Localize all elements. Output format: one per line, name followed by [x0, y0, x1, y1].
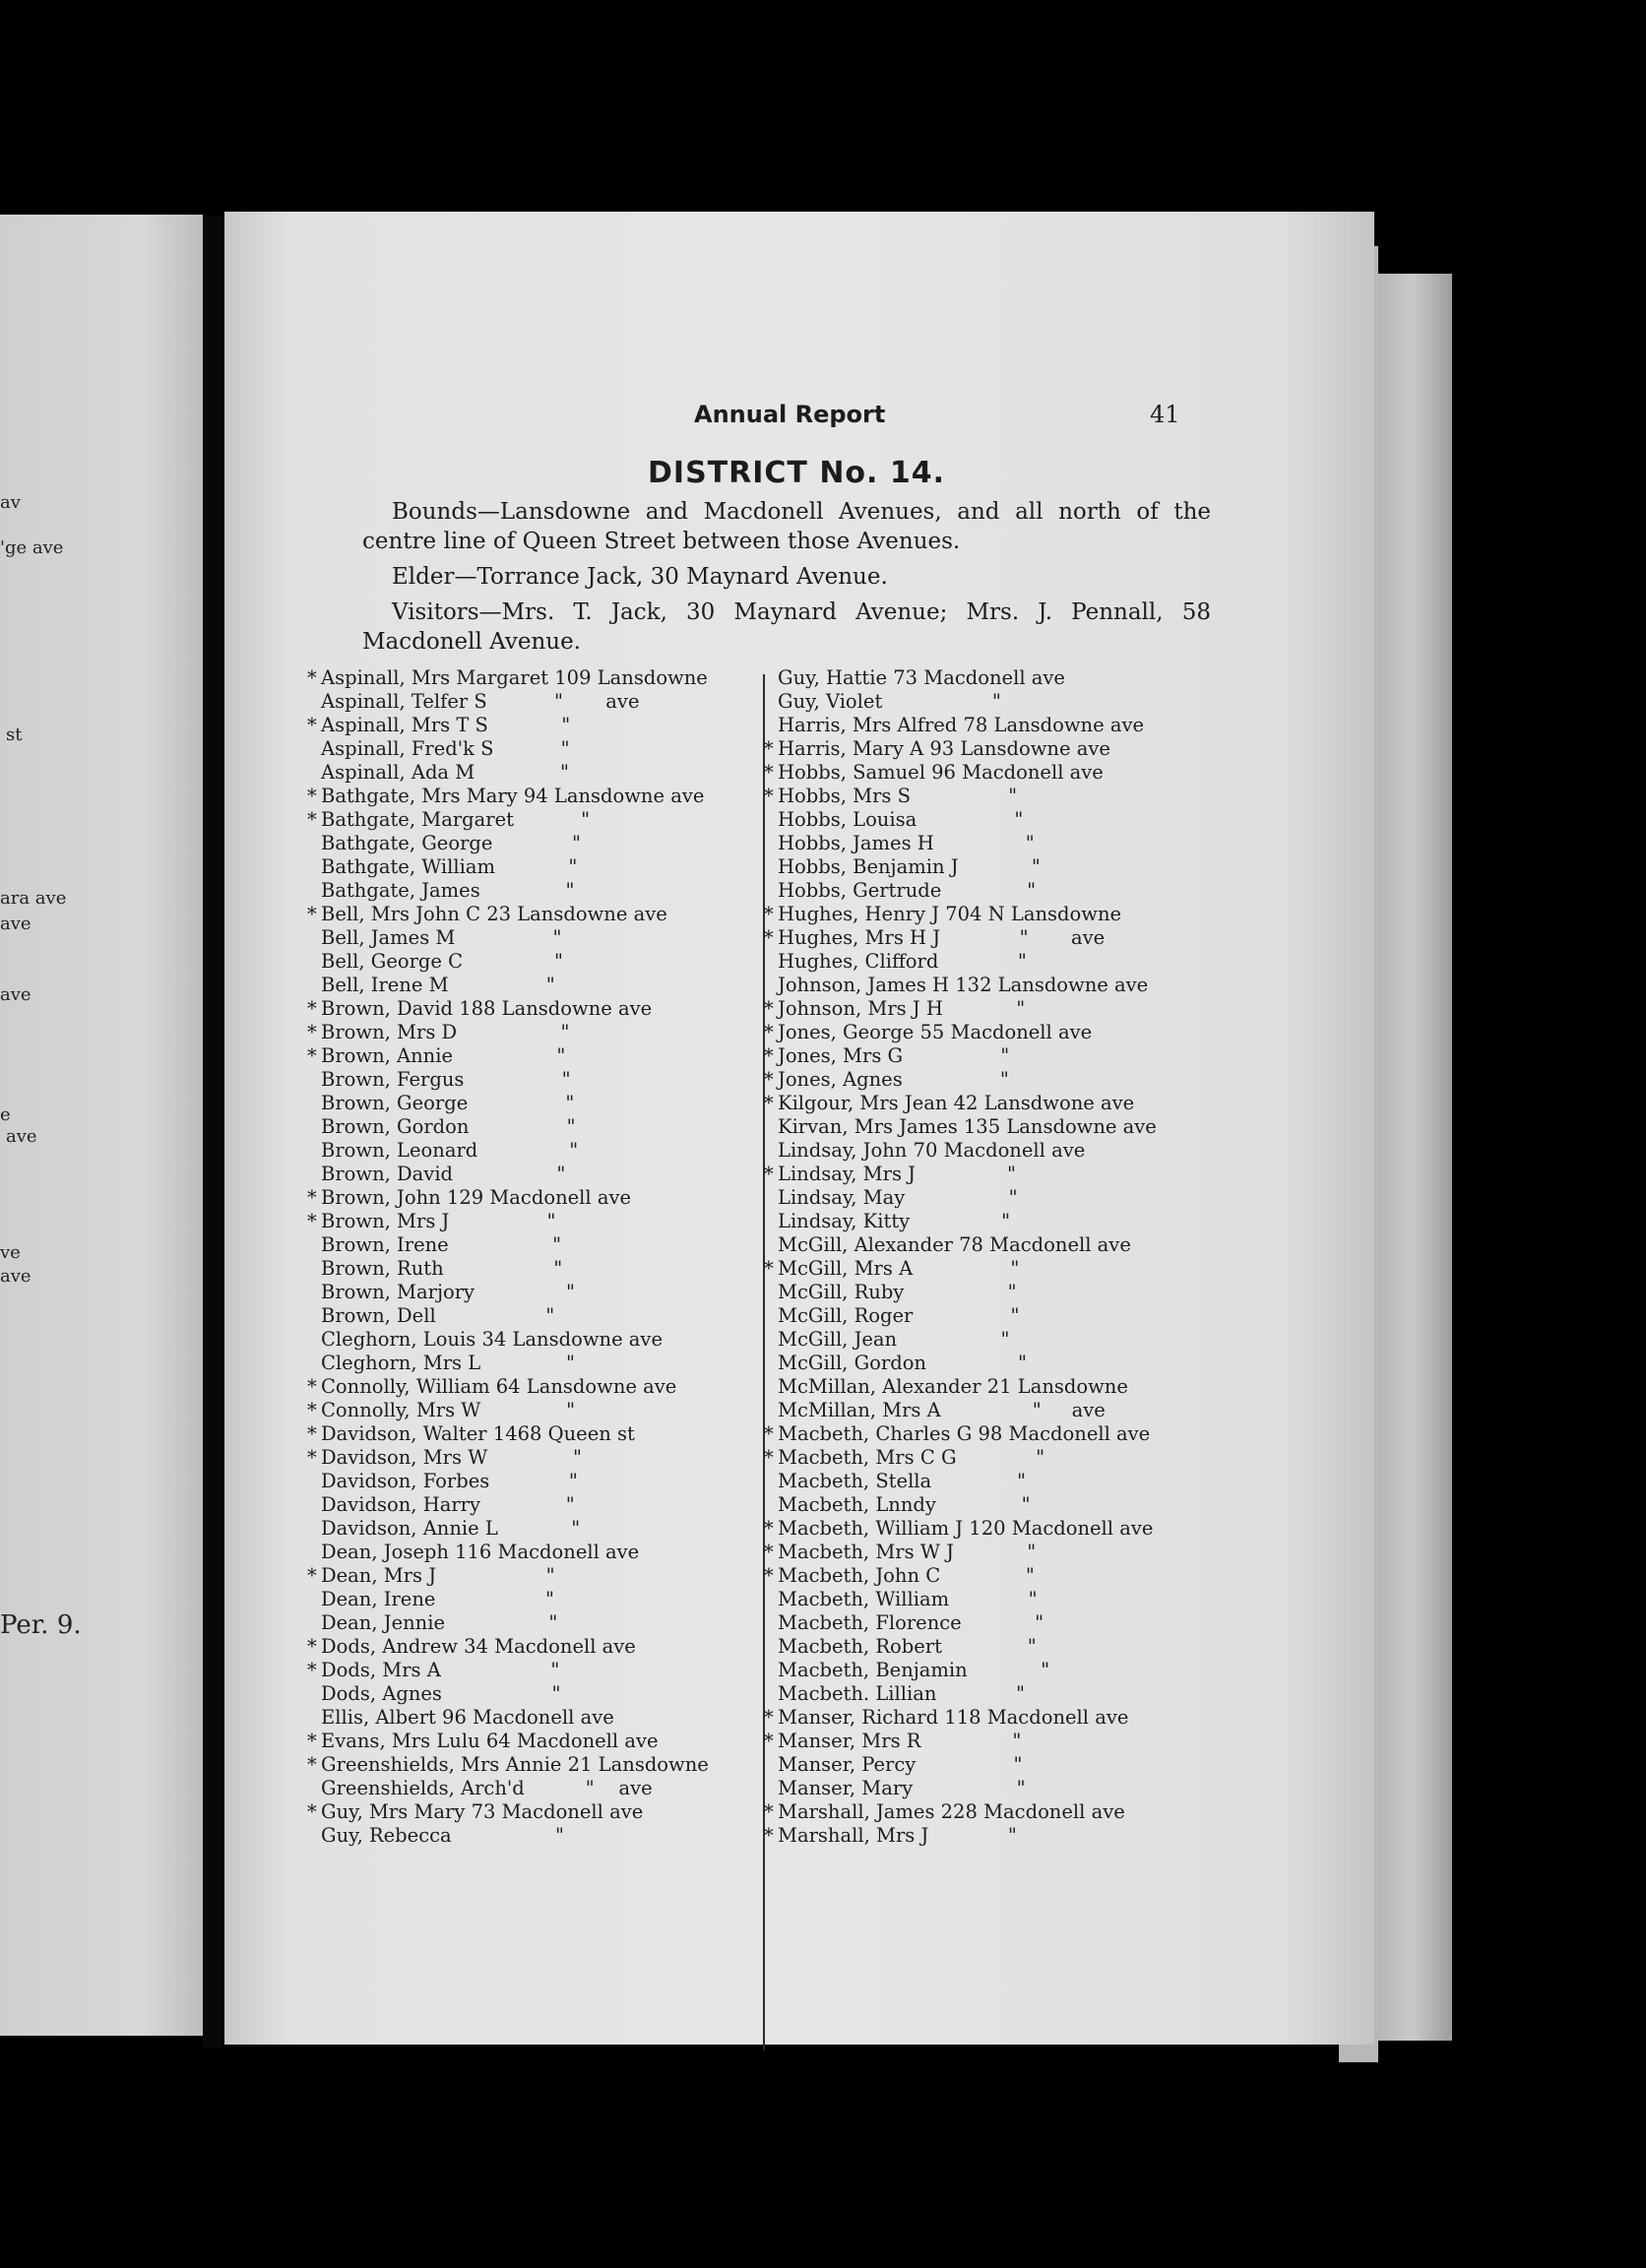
member-entry	[321, 1777, 754, 1800]
member-entry	[778, 1352, 1211, 1375]
left-page-fragment: e	[0, 1104, 11, 1125]
member-entry	[321, 1281, 754, 1304]
member-entry-text: McMillan, Mrs A " ave	[778, 1399, 1106, 1421]
member-entry-text: Macbeth, Benjamin "	[778, 1659, 1050, 1681]
communicant-star: *	[307, 1800, 317, 1823]
communicant-star: *	[307, 1375, 317, 1398]
book-spine	[203, 217, 222, 2048]
member-entry-text: Bathgate, James "	[321, 879, 575, 902]
member-entry-text: Marshall, James 228 Macdonell ave	[778, 1800, 1125, 1823]
member-entry	[778, 1210, 1211, 1233]
member-entry-text: Lindsay, Kitty "	[778, 1210, 1011, 1232]
communicant-star: *	[764, 1068, 774, 1091]
member-entry	[307, 1635, 754, 1659]
member-entry	[764, 1824, 1211, 1848]
member-entry	[764, 737, 1211, 761]
member-entry-text: Davidson, Harry "	[321, 1493, 575, 1516]
member-entry-text: Davidson, Forbes "	[321, 1470, 578, 1492]
member-entry-text: Bathgate, Margaret "	[321, 808, 591, 831]
member-entry-text: Lindsay, John 70 Macdonell ave	[778, 1139, 1086, 1162]
member-entry	[764, 997, 1211, 1021]
member-entry-text: Ellis, Albert 96 Macdonell ave	[321, 1706, 614, 1729]
member-entry-text: Guy, Violet "	[778, 690, 1001, 713]
member-entry-text: Macbeth, John C "	[778, 1564, 1035, 1587]
communicant-star: *	[307, 1422, 317, 1445]
member-entry-text: Aspinall, Ada M "	[321, 761, 569, 784]
member-entry-text: Davidson, Walter 1468 Queen st	[321, 1422, 635, 1445]
communicant-star: *	[764, 785, 774, 807]
member-entry-text: Dods, Mrs A "	[321, 1659, 560, 1681]
member-entry	[307, 1422, 754, 1446]
communicant-star: *	[307, 714, 317, 736]
member-entry	[321, 1682, 754, 1706]
communicant-star: *	[307, 1564, 317, 1587]
member-entry	[778, 1399, 1211, 1422]
member-entry-text: Aspinall, Mrs T S "	[321, 714, 571, 736]
member-entry-text: Jones, Mrs G "	[778, 1044, 1010, 1067]
member-entry-text: Davidson, Mrs W "	[321, 1446, 582, 1469]
member-entry	[764, 761, 1211, 785]
member-entry-text: Dean, Joseph 116 Macdonell ave	[321, 1541, 640, 1563]
member-entry	[321, 690, 754, 714]
member-entry	[778, 808, 1211, 832]
member-entry	[307, 808, 754, 832]
member-entry	[321, 1470, 754, 1493]
member-entry	[307, 1753, 754, 1777]
member-entry	[307, 785, 754, 808]
member-entry	[778, 879, 1211, 903]
member-entry	[321, 1163, 754, 1186]
communicant-star: *	[764, 926, 774, 949]
member-entry-text: Macbeth, Lnndy "	[778, 1493, 1031, 1516]
member-entry-text: Harris, Mary A 93 Lansdowne ave	[778, 737, 1110, 760]
member-entry-text: Hughes, Clifford "	[778, 950, 1027, 973]
member-entry-text: McGill, Alexander 78 Macdonell ave	[778, 1233, 1131, 1256]
member-entry	[764, 1706, 1211, 1730]
communicant-star: *	[307, 903, 317, 925]
member-entry	[764, 1422, 1211, 1446]
member-entry	[778, 1753, 1211, 1777]
member-entry	[321, 1588, 754, 1611]
member-entry	[764, 926, 1211, 950]
member-entry	[778, 1635, 1211, 1659]
right-member-column	[764, 666, 1211, 1848]
member-entry-text: Bell, Mrs John C 23 Lansdowne ave	[321, 903, 667, 925]
member-entry	[778, 974, 1211, 997]
member-entry	[778, 714, 1211, 737]
communicant-star: *	[764, 1517, 774, 1540]
document-page	[224, 212, 1374, 2045]
member-entry-text: Macbeth, William "	[778, 1588, 1038, 1610]
member-entry	[321, 737, 754, 761]
member-entry	[321, 1328, 754, 1352]
member-entry	[321, 1824, 754, 1848]
member-entry	[321, 1068, 754, 1092]
member-entry-text: Hobbs, Gertrude "	[778, 879, 1037, 902]
member-entry	[764, 1021, 1211, 1044]
member-entry-text: Bell, Irene M "	[321, 974, 555, 996]
member-entry	[764, 1068, 1211, 1092]
member-entry-text: Hobbs, Benjamin J "	[778, 855, 1041, 878]
member-entry-text: Macbeth, Charles G 98 Macdonell ave	[778, 1422, 1151, 1445]
member-entry	[778, 1777, 1211, 1800]
page-number: 41	[1150, 401, 1180, 428]
left-page-fragment: av	[0, 492, 21, 513]
member-entry	[764, 903, 1211, 926]
communicant-star: *	[307, 785, 317, 807]
member-entry	[307, 1375, 754, 1399]
member-entry-text: Kilgour, Mrs Jean 42 Lansdwone ave	[778, 1092, 1135, 1114]
left-page-fragment: ara ave	[0, 888, 67, 909]
member-entry-text: Dean, Jennie "	[321, 1611, 558, 1634]
member-entry-text: Macbeth, William J 120 Macdonell ave	[778, 1517, 1154, 1540]
member-entry	[321, 1115, 754, 1139]
member-entry	[778, 1611, 1211, 1635]
member-entry-text: McMillan, Alexander 21 Lansdowne	[778, 1375, 1128, 1398]
member-entry	[307, 1446, 754, 1470]
member-entry-text: Macbeth, Florence "	[778, 1611, 1045, 1634]
member-entry-text: Cleghorn, Mrs L "	[321, 1352, 575, 1374]
member-entry	[778, 1470, 1211, 1493]
member-entry	[778, 832, 1211, 855]
member-entry-text: Bell, James M "	[321, 926, 562, 949]
member-entry	[778, 1328, 1211, 1352]
member-entry-text: Aspinall, Mrs Margaret 109 Lansdowne	[321, 666, 708, 689]
member-entry-text: Macbeth, Mrs C G "	[778, 1446, 1045, 1469]
member-entry	[321, 950, 754, 974]
member-entry	[321, 974, 754, 997]
member-entry	[307, 1399, 754, 1422]
member-entry-text: Brown, David "	[321, 1163, 566, 1185]
member-entry	[764, 1564, 1211, 1588]
communicant-star: *	[764, 1730, 774, 1752]
member-entry-text: Johnson, Mrs J H "	[778, 997, 1026, 1020]
member-entry-text: Brown, Mrs D "	[321, 1021, 570, 1043]
communicant-star: *	[307, 808, 317, 831]
member-entry-text: Brown, Ruth "	[321, 1257, 563, 1280]
member-entry-text: Aspinall, Fred'k S "	[321, 737, 570, 760]
member-entry	[778, 1186, 1211, 1210]
member-entry	[321, 1139, 754, 1163]
member-entry-text: Aspinall, Telfer S " ave	[321, 690, 640, 713]
member-entry-text: Connolly, Mrs W "	[321, 1399, 576, 1421]
communicant-star: *	[764, 1564, 774, 1587]
member-entry	[321, 1541, 754, 1564]
left-page-fragment: ave	[0, 1266, 32, 1287]
member-entry-text: McGill, Roger "	[778, 1304, 1020, 1327]
member-entry	[307, 714, 754, 737]
communicant-star: *	[764, 1422, 774, 1445]
member-entry	[307, 1659, 754, 1682]
member-entry	[764, 1517, 1211, 1541]
member-entry	[764, 1446, 1211, 1470]
member-entry	[307, 1186, 754, 1210]
district-intro	[362, 497, 1211, 662]
member-entry-text: Manser, Mary "	[778, 1777, 1026, 1799]
member-entry	[307, 666, 754, 690]
member-entry	[321, 1706, 754, 1730]
member-entry-text: Greenshields, Mrs Annie 21 Lansdowne	[321, 1753, 709, 1776]
communicant-star: *	[307, 1021, 317, 1043]
communicant-star: *	[307, 666, 317, 689]
left-page-fragment: Per. 9.	[0, 1610, 82, 1640]
member-entry-text: Davidson, Annie L "	[321, 1517, 581, 1540]
member-entry-text: Manser, Mrs R "	[778, 1730, 1022, 1752]
member-entry	[778, 1493, 1211, 1517]
communicant-star: *	[764, 737, 774, 760]
member-entry-text: Lindsay, May "	[778, 1186, 1018, 1209]
member-entry-text: Kirvan, Mrs James 135 Lansdowne ave	[778, 1115, 1157, 1138]
member-entry	[778, 1659, 1211, 1682]
left-page-fragment: ave	[0, 914, 32, 934]
member-entry	[764, 1800, 1211, 1824]
member-entry	[764, 1163, 1211, 1186]
left-page-fragment: 'ge ave	[0, 537, 64, 558]
member-entry-text: Macbeth, Robert "	[778, 1635, 1037, 1658]
member-entry-text: McGill, Ruby "	[778, 1281, 1017, 1303]
member-entry-text: Hobbs, Mrs S "	[778, 785, 1018, 807]
member-entry-text: Harris, Mrs Alfred 78 Lansdowne ave	[778, 714, 1145, 736]
member-entry	[321, 1233, 754, 1257]
communicant-star: *	[764, 1800, 774, 1823]
member-entry-text: Guy, Mrs Mary 73 Macdonell ave	[321, 1800, 644, 1823]
communicant-star: *	[764, 1092, 774, 1114]
member-entry	[778, 1115, 1211, 1139]
left-page-fragment: st	[6, 724, 23, 745]
communicant-star: *	[307, 1186, 317, 1209]
communicant-star: *	[307, 1730, 317, 1752]
member-entry-text: Hobbs, James H "	[778, 832, 1035, 854]
member-entry	[307, 1564, 754, 1588]
communicant-star: *	[764, 903, 774, 925]
member-entry-text: McGill, Mrs A "	[778, 1257, 1020, 1280]
member-entry-text: Hughes, Mrs H J " ave	[778, 926, 1106, 949]
member-entry	[764, 785, 1211, 808]
member-entry-text: Manser, Richard 118 Macdonell ave	[778, 1706, 1129, 1729]
member-entry-text: Brown, David 188 Lansdowne ave	[321, 997, 653, 1020]
communicant-star: *	[764, 997, 774, 1020]
member-entry	[321, 1611, 754, 1635]
member-entry	[778, 690, 1211, 714]
left-page-fragment: ve	[0, 1242, 21, 1263]
member-entry	[764, 1044, 1211, 1068]
running-head: Annual Report	[694, 401, 886, 428]
communicant-star: *	[307, 1399, 317, 1421]
member-entry-text: Connolly, William 64 Lansdowne ave	[321, 1375, 677, 1398]
member-entry-text: Brown, Fergus "	[321, 1068, 571, 1091]
communicant-star: *	[764, 1824, 774, 1847]
member-entry	[307, 1044, 754, 1068]
member-entry	[307, 1021, 754, 1044]
member-entry-text: Johnson, James H 132 Lansdowne ave	[778, 974, 1149, 996]
member-entry-text: Brown, George "	[321, 1092, 575, 1114]
visitors-text: Visitors—Mrs. T. Jack, 30 Maynard Avenue; Mrs. J. Pennall, 58 Macdonell Avenue.	[362, 599, 1211, 655]
member-entry-text: Manser, Percy "	[778, 1753, 1023, 1776]
member-entry	[778, 1304, 1211, 1328]
member-entry	[778, 1139, 1211, 1163]
member-entry	[764, 1541, 1211, 1564]
member-entry-text: Brown, Irene "	[321, 1233, 562, 1256]
member-entry-text: Evans, Mrs Lulu 64 Macdonell ave	[321, 1730, 659, 1752]
member-entry	[778, 1682, 1211, 1706]
member-entry-text: Hughes, Henry J 704 N Lansdowne	[778, 903, 1122, 925]
member-entry	[307, 903, 754, 926]
member-entry-text: McGill, Jean "	[778, 1328, 1010, 1351]
member-entry-text: Macbeth, Stella "	[778, 1470, 1026, 1492]
member-entry-text: Brown, Dell "	[321, 1304, 555, 1327]
bounds-text: Bounds—Lansdowne and Macdonell Avenues, and all north of the centre line of Queen Street between those Avenues.	[362, 499, 1211, 554]
member-entry	[778, 1281, 1211, 1304]
communicant-star: *	[307, 1210, 317, 1232]
communicant-star: *	[764, 1044, 774, 1067]
communicant-star: *	[307, 1753, 317, 1776]
member-entry	[764, 1257, 1211, 1281]
member-entry	[764, 1092, 1211, 1115]
member-entry-text: Greenshields, Arch'd " ave	[321, 1777, 653, 1799]
communicant-star: *	[307, 1635, 317, 1658]
member-entry-text: Macbeth. Lillian "	[778, 1682, 1025, 1705]
member-entry-text: Brown, Leonard "	[321, 1139, 579, 1162]
communicant-star: *	[307, 1659, 317, 1681]
member-entry-text: Lindsay, Mrs J "	[778, 1163, 1016, 1185]
member-entry	[321, 1092, 754, 1115]
member-entry	[307, 1210, 754, 1233]
member-entry	[321, 855, 754, 879]
left-page-fragment: ave	[0, 984, 32, 1005]
left-page-edge	[0, 215, 203, 2036]
left-member-column	[307, 666, 754, 1848]
communicant-star: *	[764, 1541, 774, 1563]
member-entry	[307, 997, 754, 1021]
member-entry	[321, 1352, 754, 1375]
communicant-star: *	[764, 761, 774, 784]
member-entry	[764, 1730, 1211, 1753]
member-entry	[307, 1800, 754, 1824]
member-entry	[307, 1730, 754, 1753]
communicant-star: *	[764, 1446, 774, 1469]
elder-text: Elder—Torrance Jack, 30 Maynard Avenue.	[392, 564, 888, 590]
member-entry	[778, 1588, 1211, 1611]
member-entry-text: Bathgate, George "	[321, 832, 581, 854]
member-entry-text: Jones, George 55 Macdonell ave	[778, 1021, 1093, 1043]
communicant-star: *	[764, 1257, 774, 1280]
member-entry	[778, 666, 1211, 690]
member-entry	[321, 926, 754, 950]
member-entry-text: Guy, Hattie 73 Macdonell ave	[778, 666, 1065, 689]
member-entry-text: Brown, Annie "	[321, 1044, 566, 1067]
member-entry-text: Hobbs, Louisa "	[778, 808, 1024, 831]
communicant-star: *	[307, 997, 317, 1020]
member-entry-text: Macbeth, Mrs W J "	[778, 1541, 1037, 1563]
member-entry	[321, 832, 754, 855]
member-entry-text: Dean, Irene "	[321, 1588, 554, 1610]
member-entry	[778, 1375, 1211, 1399]
member-entry-text: Hobbs, Samuel 96 Macdonell ave	[778, 761, 1104, 784]
communicant-star: *	[307, 1446, 317, 1469]
communicant-star: *	[764, 1163, 774, 1185]
member-entry-text: Brown, Marjory "	[321, 1281, 576, 1303]
district-title: DISTRICT No. 14.	[648, 456, 946, 490]
member-entry	[778, 1233, 1211, 1257]
member-entry-text: Marshall, Mrs J "	[778, 1824, 1017, 1847]
member-entry-text: Bathgate, William "	[321, 855, 578, 878]
member-entry	[321, 761, 754, 785]
member-entry	[778, 855, 1211, 879]
member-entry-text: Jones, Agnes "	[778, 1068, 1009, 1091]
communicant-star: *	[307, 1044, 317, 1067]
member-entry	[778, 950, 1211, 974]
member-entry-text: Brown, Mrs J "	[321, 1210, 556, 1232]
left-page-fragment: ave	[6, 1126, 37, 1147]
member-entry	[321, 879, 754, 903]
member-entry-text: Guy, Rebecca "	[321, 1824, 565, 1847]
member-entry-text: Dods, Andrew 34 Macdonell ave	[321, 1635, 636, 1658]
member-entry-text: Bell, George C "	[321, 950, 564, 973]
member-entry-text: Brown, Gordon "	[321, 1115, 576, 1138]
member-entry	[321, 1517, 754, 1541]
member-entry	[321, 1493, 754, 1517]
member-entry	[321, 1304, 754, 1328]
communicant-star: *	[764, 1021, 774, 1043]
member-entry-text: Dods, Agnes "	[321, 1682, 561, 1705]
member-entry-text: Bathgate, Mrs Mary 94 Lansdowne ave	[321, 785, 705, 807]
communicant-star: *	[764, 1706, 774, 1729]
member-entry-text: Cleghorn, Louis 34 Lansdowne ave	[321, 1328, 663, 1351]
member-entry-text: Brown, John 129 Macdonell ave	[321, 1186, 632, 1209]
member-entry-text: Dean, Mrs J "	[321, 1564, 555, 1587]
member-entry-text: McGill, Gordon "	[778, 1352, 1027, 1374]
member-entry	[321, 1257, 754, 1281]
